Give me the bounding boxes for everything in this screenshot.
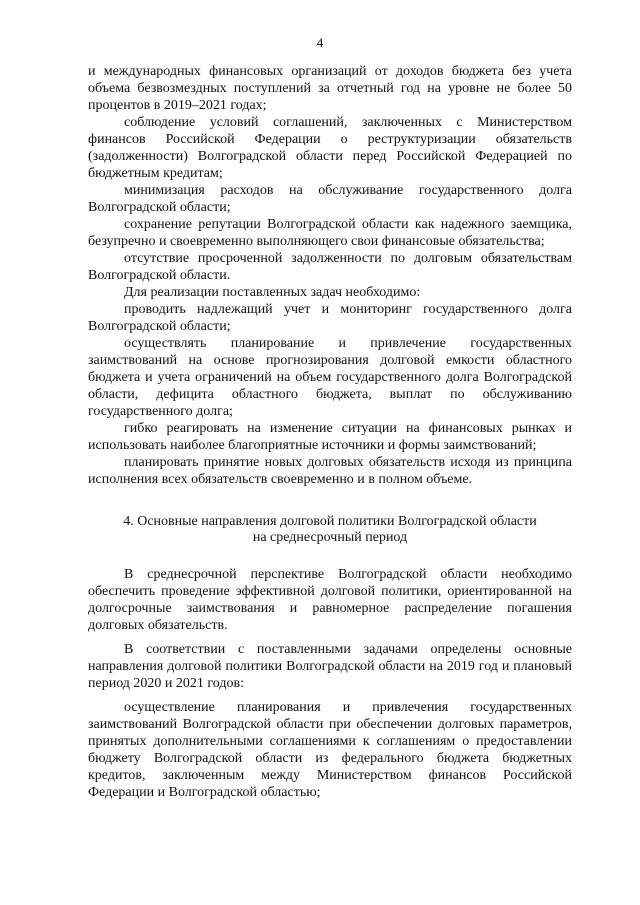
page-number: 4 [316,35,324,50]
section-heading-line-1: 4. Основные направления долговой политики Волгоградской области [123,514,537,529]
paragraph-borrowing-planning: осуществление планирования и привлечения государственных заимствований Волгоградской области при обеспечении долговых параметров, принятых дополнительными соглашениями к соглашениям о предоставлении бюджету Волгоградской области из федерального бюджета бюджетных кредитов, заключенным между Министерством финансов Российской Федерации и Волгоградской областью; [88,700,572,800]
paragraph-agreements: соблюдение условий соглашений, заключенных с Министерством финансов Российской Федерации о реструктуризации обязательств (задолженности) Волгоградской области перед Российской Федерацией по бюджетным кредитам; [88,115,572,181]
section-heading-line-2: на среднесрочный период [252,530,408,545]
paragraph-continuation: и международных финансовых организаций от доходов бюджета без учета объема безвозмездных поступлений за отчетный год на уровне не более 50 процентов в 2019–2021 годах; [88,64,572,113]
paragraph-minimize-costs: минимизация расходов на обслуживание государственного долга Волгоградской области; [88,183,572,215]
document-body [88,63,572,801]
section-heading [88,514,572,546]
paragraph-new-obligations: планировать принятие новых долговых обязательств исходя из принципа исполнения всех обязательств своевременно и в полном объеме. [88,455,572,487]
paragraph-tasks-intro: Для реализации поставленных задач необходимо: [124,285,421,300]
paragraph-no-overdue: отсутствие просроченной задолженности по долговым обязательствам Волгоградской области. [88,251,572,283]
paragraph-flexibility: гибко реагировать на изменение ситуации на финансовых рынках и использовать наиболее благоприятные источники и формы заимствований; [88,421,572,453]
paragraph-planning: осуществлять планирование и привлечение государственных заимствований на основе прогнозирования долговой емкости областного бюджета и учета ограничений на объем государственного долга Волгоградской области, дефицита областного бюджета, выплат по обслуживанию государственного долга; [88,336,572,419]
paragraph-medium-term: В среднесрочной перспективе Волгоградской области необходимо обеспечить проведение эффективной долговой политики, ориентированной на долгосрочные заимствования и равномерное распределение погашения долговых обязательств. [88,567,572,633]
paragraph-accounting: проводить надлежащий учет и мониторинг государственного долга Волгоградской области; [88,302,572,334]
paragraph-reputation: сохранение репутации Волгоградской области как надежного заемщика, безупречно и своевременно выполняющего свои финансовые обязательства; [88,217,572,249]
paragraph-main-directions: В соответствии с поставленными задачами определены основные направления долговой политики Волгоградской области на 2019 год и плановый период 2020 и 2021 годов: [88,642,572,691]
